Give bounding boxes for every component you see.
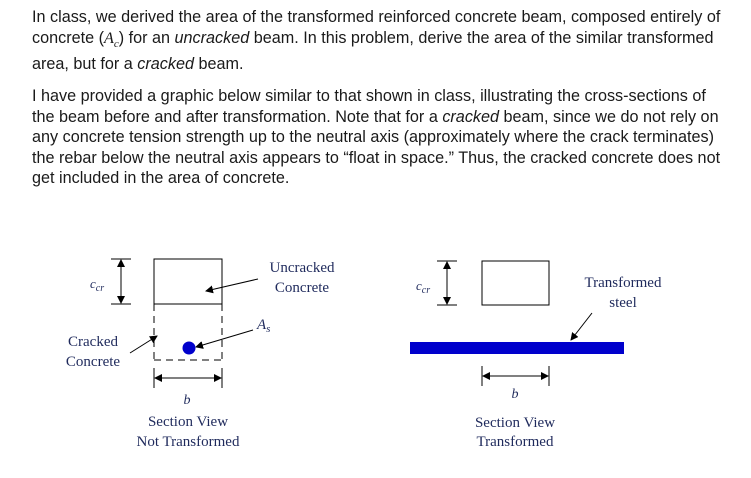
uncracked-leader-arrow bbox=[206, 279, 258, 291]
uncracked-concrete-block bbox=[154, 259, 222, 304]
transformed-steel-strip bbox=[410, 342, 624, 354]
steel-label-line2: steel bbox=[609, 295, 637, 311]
left-ccr-label: $c_{cr}$ bbox=[90, 276, 105, 294]
p2-text-a: I have provided a graphic below similar to that shown in class, illustrating the cross-sections of the beam before and after transformation. Note that for a bbox=[32, 87, 706, 126]
p1-text-c: beam. In this problem, derive the area of the similar transformed area, but for a bbox=[32, 28, 714, 74]
right-caption-line2: Transformed bbox=[476, 434, 554, 450]
left-figure bbox=[66, 259, 335, 450]
as-label: $A_s$ bbox=[257, 317, 271, 335]
uncracked-label-line2: Concrete bbox=[274, 280, 330, 296]
p2-text-b: beam, since we do not rely on any concrete tension strength up to the neutral axis (approximately where the crack terminates) the rebar below the neutral axis appears to “float in space.” Thus, the cracked concrete does not get included in the area of concrete. bbox=[32, 107, 721, 187]
cracked-leader-arrow bbox=[130, 336, 157, 353]
cracked-label-line2: Concrete bbox=[65, 354, 121, 370]
rebar-circle bbox=[183, 342, 196, 355]
left-ccr-dimension bbox=[111, 259, 131, 304]
p1-text-d: beam. bbox=[193, 55, 244, 74]
cracked-label-line1: Cracked bbox=[68, 334, 118, 350]
area-symbol: $A_c$ bbox=[103, 28, 119, 50]
uncracked-label-line1: Uncracked bbox=[269, 260, 335, 276]
left-caption-line1: Section View bbox=[147, 414, 229, 430]
as-leader-arrow bbox=[196, 330, 253, 347]
left-caption-line2: Not Transformed bbox=[136, 434, 240, 450]
steel-label-line1: Transformed bbox=[584, 275, 662, 291]
right-b-label: b bbox=[511, 387, 519, 402]
p1-text-b: ) for an bbox=[118, 28, 175, 47]
steel-leader-arrow bbox=[571, 313, 592, 340]
p1-text-a: In class, we derived the area of the transformed reinforced concrete beam, composed entirely of concrete ( bbox=[32, 8, 721, 47]
right-ccr-dimension bbox=[437, 261, 457, 305]
left-b-dimension bbox=[154, 368, 222, 388]
transformed-concrete-block bbox=[482, 261, 549, 305]
p1-em-uncracked: uncracked bbox=[174, 28, 250, 47]
p2-em-cracked: cracked bbox=[442, 107, 500, 126]
p1-em-cracked: cracked bbox=[137, 55, 194, 74]
right-figure bbox=[410, 261, 662, 450]
right-ccr-label: $c_{cr}$ bbox=[416, 278, 431, 296]
right-caption-line1: Section View bbox=[474, 415, 556, 431]
right-b-dimension bbox=[482, 366, 549, 386]
left-b-label: b bbox=[183, 393, 191, 408]
